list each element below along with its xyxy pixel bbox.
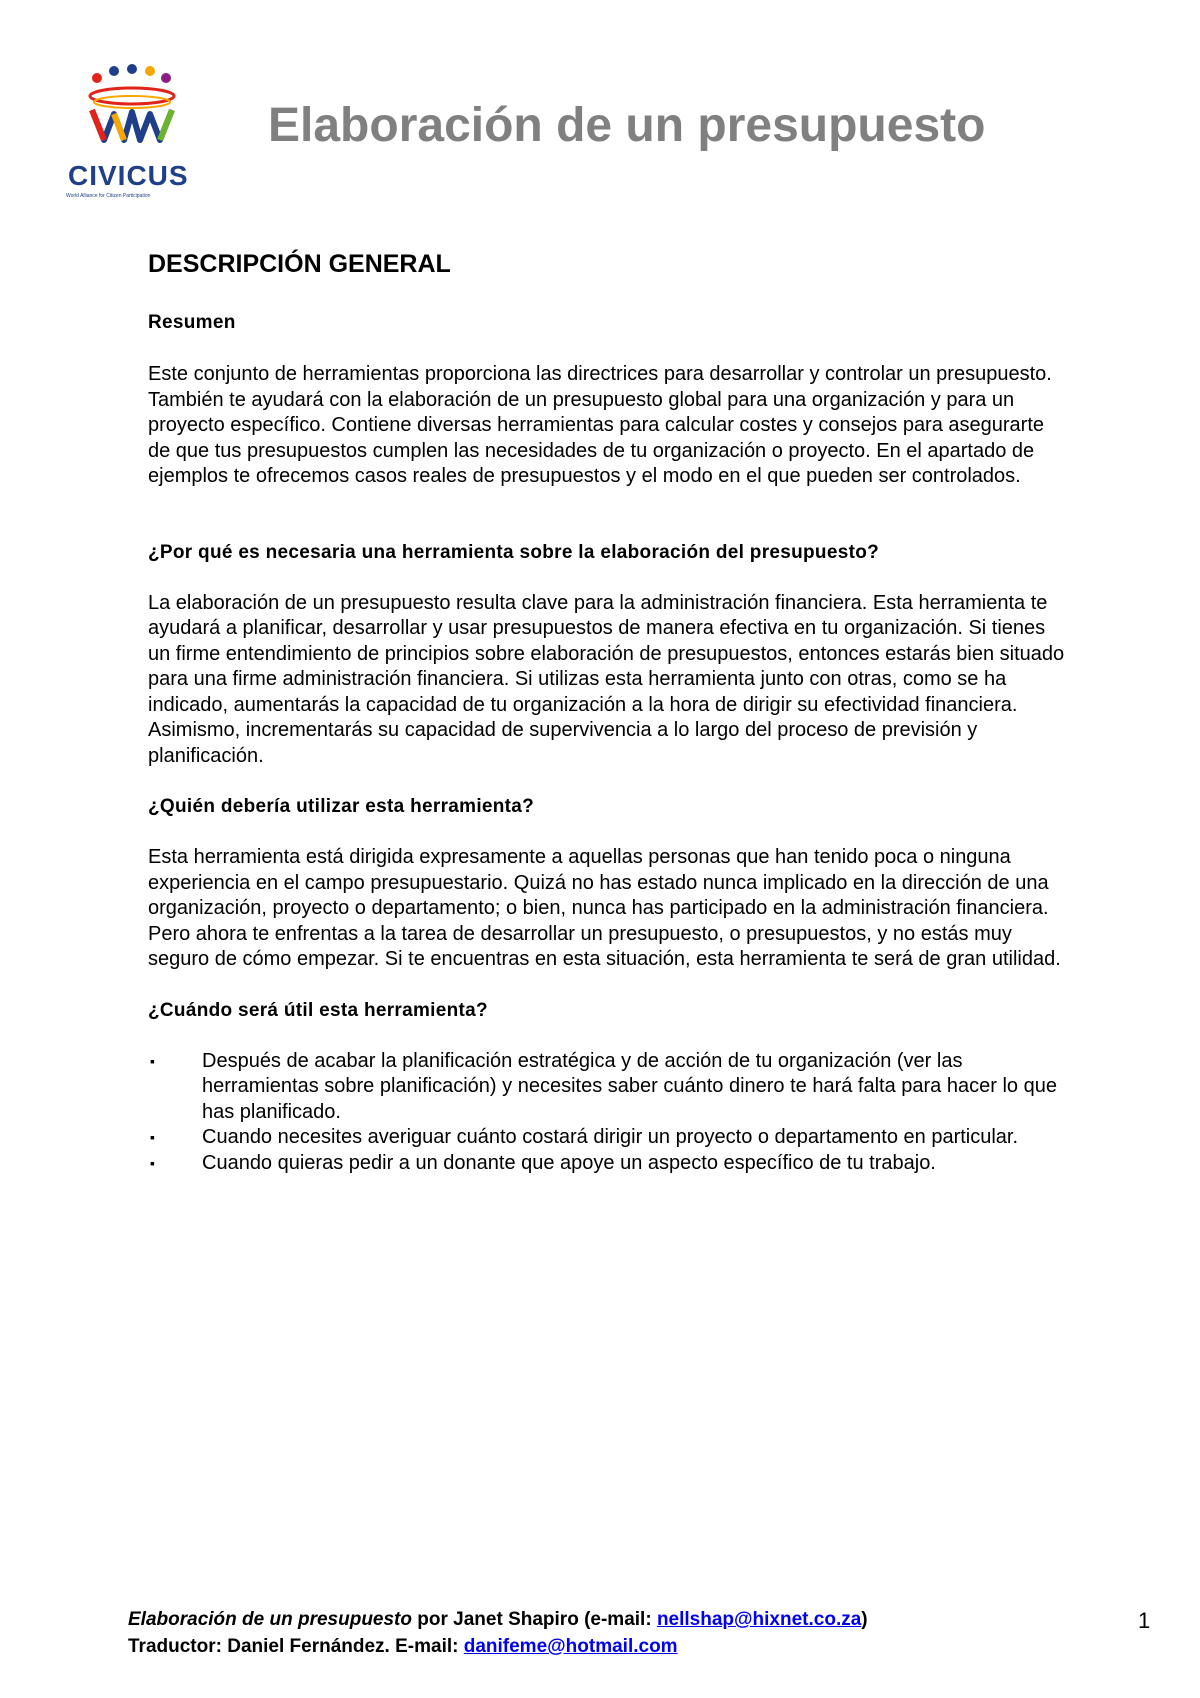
bullet-icon: ▪	[150, 1129, 155, 1145]
list-item	[148, 1151, 1068, 1177]
civicus-logo-graphic	[62, 62, 202, 162]
why-paragraph: La elaboración de un presupuesto resulta clave para la administración financiera. Esta herramienta te ayudará a planificar, desarrollar y usar presupuestos de manera efectiva en tu organización. Si tienes un firme entendimiento de principios sobre elaboración de presupuestos, entonces estarás bien situado para una firme administración financiera. Si utilizas esta herramienta junto con otras, como se ha indicado, aumentarás la capacidad de tu organización a la hora de dirigir su efectividad financiera. Asimismo, incrementarás su capacidad de supervivencia a lo largo del proceso de previsión y planificación.	[148, 591, 1065, 767]
footer-author-close: )	[861, 1609, 868, 1630]
who-paragraph: Esta herramienta está dirigida expresamente a aquellas personas que han tenido poca o ninguna experiencia en el campo presupuestario. Quizá no has estado nunca implicado en la dirección de una organización, proyecto o departamento; o bien, nunca has participado en la administración financiera. Pero ahora te enfrentas a la tarea de desarrollar un presupuesto, o presupuestos, y no estás muy seguro de cómo empezar. Si te encuentras en esta situación, esta herramienta te será de gran utilidad.	[148, 846, 1061, 970]
section-heading: DESCRIPCIÓN GENERAL	[148, 250, 451, 278]
page-number: 1	[1138, 1608, 1151, 1633]
footer-book-title: Elaboración de un presupuesto	[128, 1609, 412, 1630]
list-item-text: Cuando quieras pedir a un donante que apoye un aspecto específico de tu trabajo.	[202, 1151, 936, 1174]
summary-heading: Resumen	[148, 312, 236, 333]
logo-tagline: World Alliance for Citizen Participation	[66, 193, 151, 199]
summary-paragraph: Este conjunto de herramientas proporciona las directrices para desarrollar y controlar un presupuesto. También te ayudará con la elaboración de un presupuesto global para una organización y para un proyecto específico. Contiene diversas herramientas para calcular costes y consejos para asegurarte de que tus presupuestos cumplen las necesidades de tu organización o proyecto. En el apartado de ejemplos te ofrecemos casos reales de presupuestos y el modo en el que pueden ser controlados.	[148, 363, 1052, 487]
when-list	[148, 1049, 1068, 1177]
when-heading: ¿Cuándo será útil esta herramienta?	[148, 999, 488, 1021]
footer-translator-text: Traductor: Daniel Fernández. E-mail:	[128, 1636, 464, 1657]
translator-email-link[interactable]: danifeme@hotmail.com	[463, 1636, 678, 1657]
document-title: Elaboración de un presupuesto	[268, 99, 986, 152]
bullet-icon: ▪	[150, 1052, 155, 1069]
document-body	[148, 244, 1068, 1176]
list-item	[148, 1049, 1068, 1126]
logo-wordmark: CIVICUS	[68, 160, 189, 191]
list-item-text: Después de acabar la planificación estratégica y de acción de tu organización (ver las herramientas sobre planificación) y necesites saber cuánto dinero te hará falta para hacer lo que has planificado.	[202, 1049, 1057, 1123]
page-footer	[128, 1606, 868, 1660]
list-item	[148, 1125, 1068, 1151]
bullet-icon: ▪	[150, 1154, 155, 1171]
why-heading: ¿Por qué es necesaria una herramienta sobre la elaboración del presupuesto?	[148, 541, 880, 563]
who-heading: ¿Quién debería utilizar esta herramienta?	[148, 796, 535, 817]
footer-translator-line	[128, 1633, 868, 1660]
footer-author-line	[128, 1606, 868, 1633]
author-email-link[interactable]: nellshap@hixnet.co.za	[656, 1609, 862, 1630]
footer-author-text: por Janet Shapiro (e-mail:	[412, 1609, 657, 1630]
list-item-text: Cuando necesites averiguar cuánto costará dirigir un proyecto o departamento en particular.	[202, 1126, 1019, 1148]
